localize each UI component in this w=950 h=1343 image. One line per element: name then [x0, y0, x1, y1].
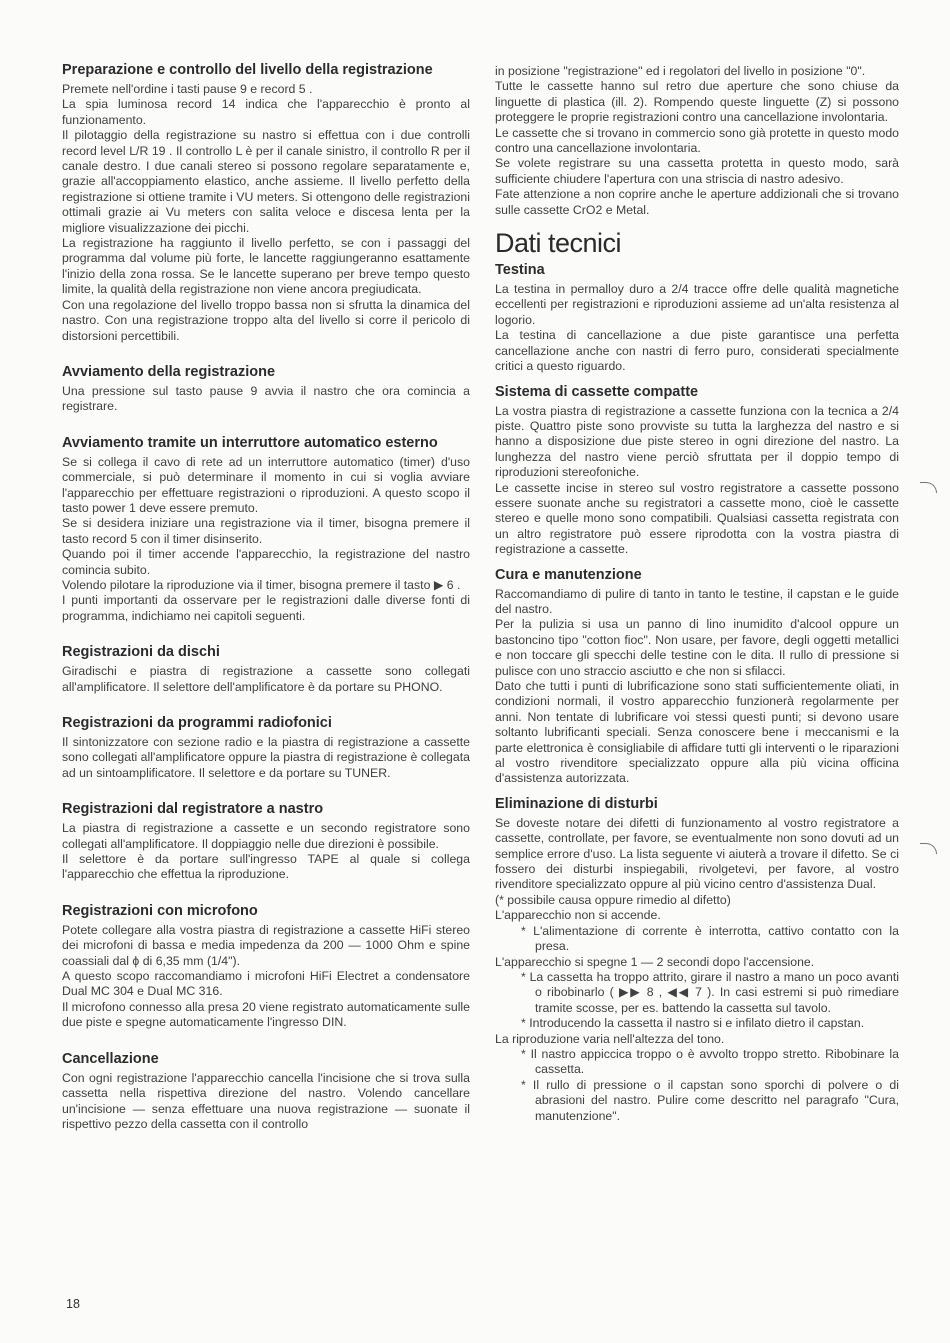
page-number: 18 — [66, 1297, 80, 1311]
binding-hole-mark — [920, 843, 937, 854]
section-title: Registrazioni con microfono — [62, 902, 258, 919]
paragraph: Per la pulizia si usa un panno di lino inumidito d'alcool oppure un bastoncino tipo "cotton fioc". Non usare, per favore, degli oggetti metallici e non toccare gli specchi delle testine con le dita. Il rullo di pressione si pulisce con uno straccio asciutto e che non si sfilacci. — [495, 617, 899, 678]
paragraph: Una pressione sul tasto pause 9 avvia il nastro che ora comincia a registrare. — [62, 383, 470, 414]
right-column — [495, 64, 899, 1133]
section-cassette — [495, 384, 899, 558]
paragraph: Il selettore è da portare sull'ingresso TAPE al quale si collega l'apparecchio che effettua la riproduzione. — [62, 852, 470, 882]
section-title: Registrazioni dal registratore a nastro — [62, 801, 324, 818]
section-avviamento — [62, 364, 470, 415]
paragraph: Le cassette incise in stereo sul vostro registratore a cassette possono essere suonate anche su registratori a cassette mono, cioè le cassette stereo e quelle mono sono compatibili. Qualsiasi cassetta registrata con un altro registratore può essere riprodotta con la vostra piastra di registrazione a cassette. — [495, 480, 899, 557]
paragraph: Con una regolazione del livello troppo bassa non si sfrutta la dinamica del nastro. Con una registrazione troppo alta del livello si corre il pericolo di distorsioni percettibili. — [62, 297, 470, 343]
paragraph: Giradischi e piastra di registrazione a cassette sono collegati all'amplificatore. Il selettore dell'amplificatore è da portare su PHONO. — [62, 664, 470, 694]
section-microfono — [62, 903, 470, 1031]
trouble-cause: * Introducendo la cassetta il nastro si e infilato dietro il capstan. — [521, 1016, 865, 1031]
section-preparazione — [62, 62, 470, 344]
section-title: Registrazioni da dischi — [62, 644, 220, 661]
left-column — [62, 62, 470, 1152]
section-nastro — [62, 801, 470, 883]
paragraph: Raccomandiamo di pulire di tanto in tanto le testine, il capstan e le guide del nastro. — [495, 586, 899, 616]
paragraph: La spia luminosa record 14 indica che l'apparecchio è pronto al funzionamento. — [62, 97, 470, 127]
section-interruttore — [62, 435, 470, 624]
dati-tecnici-heading: Dati tecnici — [495, 228, 622, 259]
paragraph: Tutte le cassette hanno sul retro due aperture che sono chiuse da linguette di plastica (ill. 2). Rompendo queste linguette (Z) si possono proteggere le proprie registrazioni contro una cancellazione involontaria. — [495, 79, 899, 125]
trouble-problem: L'apparecchio si spegne 1 — 2 secondi dopo l'accensione. — [495, 954, 815, 969]
binding-hole-mark — [920, 482, 937, 493]
paragraph: Se doveste notare dei difetti di funzionamento al vostro registratore a cassette, controllate, per favore, se eventualmente non sono dovuti ad un semplice errore d'uso. La lista seguente vi aiuterà a trovare il difetto. Se ci fossero dei disturbi inspiegabili, rivolgetevi, per favore, al vostro rivenditore specializzato oppure al più vicino centro d'assistenza Dual. — [495, 815, 899, 892]
paragraph: I punti importanti da osservare per le registrazioni dalle diverse fonti di programma, indichiamo nei capitoli seguenti. — [62, 593, 470, 623]
paragraph: Quando poi il timer accende l'apparecchio, la registrazione del nastro comincia subito. — [62, 547, 470, 577]
paragraph: Dato che tutti i punti di lubrificazione sono stati sufficientemente oliati, in condizioni normali, il vostro apparecchio funzionerà regolarmente per anni. Non tentate di lubrificare voi stessi questi punti; si devono usare soltanto lubrificanti speciali. Senza conoscere bene i meccanismi e la parte elettronica è consigliabile di affidare tutti gli interventi o le riparazioni al vostro rivenditore specializzato oppure alla più vicina officina d'assistenza autorizzata. — [495, 679, 899, 786]
paragraph: La testina di cancellazione a due piste garantisce una perfetta cancellazione anche con nastri di ferro puro, considerati specialmente critici a questo riguardo. — [495, 328, 899, 374]
paragraph: La registrazione ha raggiunto il livello perfetto, se con i passaggi del programma dal volume più forte, le lancette raggiungeranno esattamente l'inizio della zona rossa. Se le lancette superano per breve tempo questo limite, la qualità della registrazione non viene ancora pregiudicata. — [62, 236, 470, 297]
paragraph: Premete nell'ordine i tasti pause 9 e record 5 . — [62, 82, 313, 96]
paragraph: La piastra di registrazione a cassette e un secondo registratore sono collegati all'amplificatore. Il doppiaggio nelle due direzioni è possibile. — [62, 821, 470, 851]
paragraph: Le cassette che si trovano in commercio sono già protette in questo modo contro una cancellazione involontaria. — [495, 125, 899, 156]
paragraph: A questo scopo raccomandiamo i microfoni HiFi Electret a condensatore Dual MC 304 e Dual MC 316. — [62, 969, 470, 999]
section-testina — [495, 262, 899, 374]
paragraph: Se volete registrare su una cassetta protetta in questo modo, sarà sufficiente chiudere l'apertura con una striscia di nastro adesivo. — [495, 156, 899, 186]
paragraph: Volendo pilotare la riproduzione via il timer, bisogna premere il tasto ▶ 6 . — [62, 577, 461, 592]
section-disturbi — [495, 796, 899, 1124]
section-title: Avviamento della registrazione — [62, 363, 276, 380]
section-title: Sistema di cassette compatte — [495, 383, 699, 400]
paragraph: in posizione "registrazione" ed i regolatori del livello in posizione "0". — [495, 64, 866, 78]
paragraph: Il pilotaggio della registrazione su nastro si effettua con i due controlli record level L/R 19 . Il controllo L è per il canale sinistro, il controllo R per il canale destro. I due canali stereo si possono regolare separatamente e, grazie all'accoppiamento elastico, anche assieme. Il livello perfetto della registrazione si ottiene tramite i VU meters. Si ottengono delle registrazioni ottimali grazie ai Vu meters con salita veloce e discesa lenta per la migliore visualizzazione dei picchi. — [62, 128, 470, 235]
paragraph: Fate attenzione a non coprire anche le aperture addizionali che si trovano sulle cassette CrO2 e Metal. — [495, 187, 899, 217]
trouble-problem: L'apparecchio non si accende. — [495, 908, 661, 923]
trouble-cause: * La cassetta ha troppo attrito, girare il nastro a mano un poco avanti o ribobinarlo ( ▶▶ 8 , ◀◀ 7 ). In casi estremi si può rimediare tramite scosse, per es. battendo la cassetta sul tavolo. — [521, 969, 899, 1015]
paragraph: Il sintonizzatore con sezione radio e la piastra di registrazione a cassette sono collegati all'amplificatore oppure la piastra di registrazione è collegata ad un sintoamplificatore. Il selettore e da portare su TUNER. — [62, 735, 470, 780]
section-title: Eliminazione di disturbi — [495, 795, 658, 812]
section-title: Registrazioni da programmi radiofonici — [62, 715, 332, 731]
paragraph: La testina in permalloy duro a 2/4 tracce offre delle qualità magnetiche eccellenti per registrazioni e riproduzioni assieme ad un'alta resistenza al logorio. — [495, 282, 899, 327]
trouble-cause: * Il nastro appiccica troppo o è avvolto troppo stretto. Ribobinare la cassetta. — [521, 1046, 899, 1077]
section-title: Cura e manutenzione — [495, 566, 642, 583]
section-title: Preparazione e controllo del livello della registrazione — [62, 62, 433, 78]
paragraph: Il microfono connesso alla presa 20 viene registrato automaticamente sulle due piste e spegne automaticamente l'ingresso DIN. — [62, 999, 470, 1030]
paragraph: Potete collegare alla vostra piastra di registrazione a cassette HiFi stereo dei microfoni di bassa e media impedenza da 200 — 1000 Ohm e spine coassiali dal ϕ di 6,35 mm (1/4"). — [62, 922, 470, 968]
paragraph: Con ogni registrazione l'apparecchio cancella l'incisione che si trova sulla cassetta nella rispettiva direzione del nastro. Volendo cancellare un'incisione — senza effettuare una nuova registrazione — suonate il rispettivo pezzo della cassetta con il controllo — [62, 1070, 470, 1131]
section-cancellazione — [62, 1051, 470, 1133]
trouble-note: (* possibile causa oppure rimedio al difetto) — [495, 892, 731, 907]
section-title: Avviamento tramite un interruttore automatico esterno — [62, 434, 438, 451]
paragraph: Se si collega il cavo di rete ad un interruttore automatico (timer) d'uso commerciale, si può determinare il momento in cui si voglia avviare l'apparecchio per effettuare registrazioni o riproduzioni. A questo scopo il tasto power 1 deve essere premuto. — [62, 454, 470, 515]
trouble-problem: La riproduzione varia nell'altezza del tono. — [495, 1031, 725, 1046]
continued-text — [495, 64, 899, 218]
paragraph: Se si desidera iniziare una registrazione via il timer, bisogna premere il tasto record 5 con il timer disinserito. — [62, 516, 470, 546]
section-dischi — [62, 644, 470, 695]
section-title: Testina — [495, 262, 545, 279]
section-cura — [495, 567, 899, 787]
section-radio — [62, 715, 470, 781]
paragraph: La vostra piastra di registrazione a cassette funziona con la tecnica a 2/4 piste. Quattro piste sono provviste su tutta la larghezza del nastro e si hanno a disposizione due piste stereo in ogni direzione del nastro. La lunghezza del nastro viene perciò sfruttata per il doppio tempo di riproduzioni stereofoniche. — [495, 403, 899, 480]
trouble-cause: * Il rullo di pressione o il capstan sono sporchi di polvere o di abrasioni del nastro. Pulire come descritto nel paragrafo "Cura, manutenzione". — [521, 1077, 899, 1123]
trouble-cause: * L'alimentazione di corrente è interrotta, cattivo contatto con la presa. — [521, 923, 899, 954]
section-title: Cancellazione — [62, 1050, 159, 1067]
